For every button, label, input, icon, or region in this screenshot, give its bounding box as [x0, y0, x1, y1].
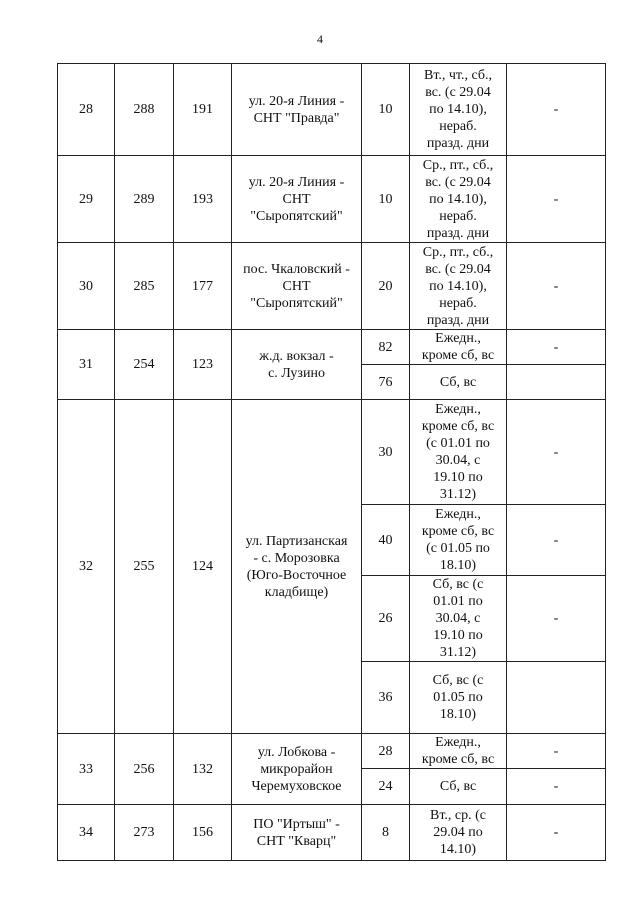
note-cell: -: [507, 769, 606, 805]
vehicle-count-cell: 76: [362, 365, 410, 400]
operating-days-cell: Вт., чт., сб., вс. (с 29.04 по 14.10), нераб. празд. дни: [410, 64, 507, 156]
operating-days-cell: Ср., пт., сб., вс. (с 29.04 по 14.10), нераб. празд. дни: [410, 156, 507, 243]
route-number-cell: 30: [58, 243, 115, 330]
route-schedule-table: [57, 63, 606, 861]
table-row: [58, 243, 606, 330]
operating-days-cell: Ежедн., кроме сб, вс: [410, 734, 507, 769]
operating-days-cell: Ежедн., кроме сб, вс: [410, 330, 507, 365]
route-name-cell: ж.д. вокзал - с. Лузино: [232, 330, 362, 400]
route-number-cell: 31: [58, 330, 115, 400]
route-code-cell: 191: [174, 64, 232, 156]
table-row: [58, 400, 606, 505]
table-row: [58, 805, 606, 861]
vehicle-count-cell: 24: [362, 769, 410, 805]
route-code-cell: 123: [174, 330, 232, 400]
operating-days-cell: Ежедн., кроме сб, вс (с 01.01 по 30.04, с 19.10 по 31.12): [410, 400, 507, 505]
operating-days-cell: Ср., пт., сб., вс. (с 29.04 по 14.10), нераб. празд. дни: [410, 243, 507, 330]
registry-number-cell: 288: [115, 64, 174, 156]
table-row: [58, 64, 606, 156]
note-cell: [507, 662, 606, 734]
vehicle-count-cell: 28: [362, 734, 410, 769]
route-number-cell: 28: [58, 64, 115, 156]
vehicle-count-cell: 10: [362, 156, 410, 243]
note-cell: -: [507, 505, 606, 576]
vehicle-count-cell: 36: [362, 662, 410, 734]
vehicle-count-cell: 20: [362, 243, 410, 330]
registry-number-cell: 285: [115, 243, 174, 330]
route-name-cell: пос. Чкаловский - СНТ "Сыропятский": [232, 243, 362, 330]
vehicle-count-cell: 30: [362, 400, 410, 505]
operating-days-cell: Сб, вс: [410, 769, 507, 805]
vehicle-count-cell: 10: [362, 64, 410, 156]
route-number-cell: 34: [58, 805, 115, 861]
note-cell: -: [507, 64, 606, 156]
operating-days-cell: Ежедн., кроме сб, вс (с 01.05 по 18.10): [410, 505, 507, 576]
registry-number-cell: 255: [115, 400, 174, 734]
registry-number-cell: 273: [115, 805, 174, 861]
route-name-cell: ул. Партизанская - с. Морозовка (Юго-Восточное кладбище): [232, 400, 362, 734]
route-code-cell: 132: [174, 734, 232, 805]
registry-number-cell: 254: [115, 330, 174, 400]
operating-days-cell: Сб, вс: [410, 365, 507, 400]
note-cell: -: [507, 734, 606, 769]
operating-days-cell: Вт., ср. (с 29.04 по 14.10): [410, 805, 507, 861]
route-number-cell: 29: [58, 156, 115, 243]
operating-days-cell: Сб, вс (с 01.05 по 18.10): [410, 662, 507, 734]
route-number-cell: 33: [58, 734, 115, 805]
table-row: [58, 330, 606, 365]
vehicle-count-cell: 40: [362, 505, 410, 576]
route-name-cell: ул. 20-я Линия - СНТ "Правда": [232, 64, 362, 156]
route-name-cell: ПО "Иртыш" - СНТ "Кварц": [232, 805, 362, 861]
table-row: [58, 156, 606, 243]
vehicle-count-cell: 26: [362, 576, 410, 662]
note-cell: -: [507, 576, 606, 662]
note-cell: -: [507, 805, 606, 861]
route-code-cell: 193: [174, 156, 232, 243]
route-number-cell: 32: [58, 400, 115, 734]
registry-number-cell: 256: [115, 734, 174, 805]
page-number: 4: [317, 32, 323, 46]
note-cell: -: [507, 243, 606, 330]
route-code-cell: 124: [174, 400, 232, 734]
route-code-cell: 177: [174, 243, 232, 330]
vehicle-count-cell: 82: [362, 330, 410, 365]
note-cell: -: [507, 330, 606, 365]
vehicle-count-cell: 8: [362, 805, 410, 861]
operating-days-cell: Сб, вс (с 01.01 по 30.04, с 19.10 по 31.12): [410, 576, 507, 662]
note-cell: -: [507, 400, 606, 505]
route-code-cell: 156: [174, 805, 232, 861]
note-cell: -: [507, 156, 606, 243]
table-row: [58, 734, 606, 769]
route-name-cell: ул. 20-я Линия - СНТ "Сыропятский": [232, 156, 362, 243]
note-cell: [507, 365, 606, 400]
registry-number-cell: 289: [115, 156, 174, 243]
route-name-cell: ул. Лобкова - микрорайон Черемуховское: [232, 734, 362, 805]
